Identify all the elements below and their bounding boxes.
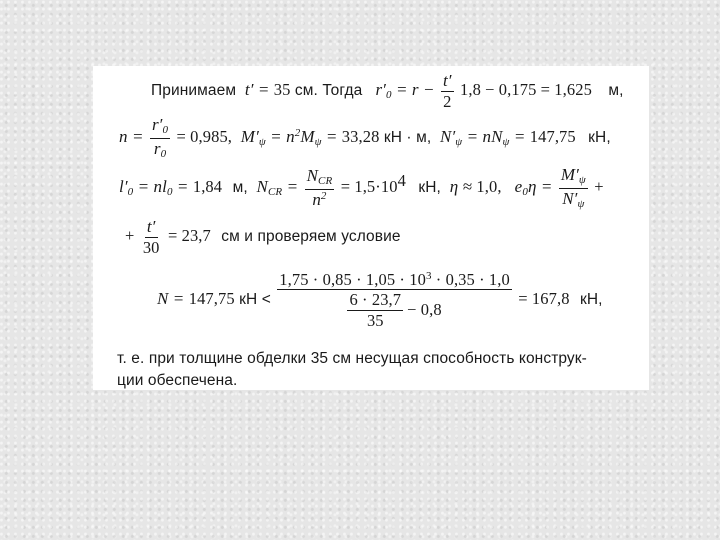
value-N-psi: 147,75 <box>529 127 576 147</box>
equation-line-4: + $\frac{t'}{30}$ = 23,7 см и проверяем условие <box>125 217 401 257</box>
conclusion-line-1: т. е. при толщине обделки 35 см несущая способность конструк- <box>117 350 587 367</box>
unit-kN-less: кН < <box>239 291 271 309</box>
unit-kN-2: кН, <box>418 179 441 197</box>
fraction-m-over-n: $\frac{M'_\psi}{N'_\psi}$ <box>560 165 586 210</box>
value-N: 147,75 <box>188 289 235 309</box>
unit-m-2: м, <box>232 179 248 197</box>
document-page <box>93 66 649 390</box>
text-cm-then: см. Тогда <box>294 82 363 100</box>
value-M: 33,28 <box>341 127 380 147</box>
value-e0-sum: 23,7 <box>181 226 211 246</box>
value-n: 0,985, <box>190 127 233 147</box>
value-r0: 1,8 − 0,175 = 1,625 <box>460 80 592 100</box>
text-take: Принимаем <box>151 82 237 100</box>
unit-m-1: м, <box>608 82 624 100</box>
conclusion-line-2: ции обеспечена. <box>117 372 238 389</box>
text-check-condition: см и проверяем условие <box>221 228 401 246</box>
value-l0: 1,84 <box>192 177 223 197</box>
value-eta: 1,0, <box>476 177 502 197</box>
unit-kNm: кН · м, <box>383 129 432 147</box>
value-result: 167,8 <box>531 289 570 309</box>
fraction-t-over-30: $\frac{t'}{30}$ <box>142 217 160 257</box>
unit-kN-1: кН, <box>588 129 611 147</box>
fraction-capacity: $1,75 \cdot 0,85 \cdot 1,05 \cdot 10^3 \cdot 0,35 \cdot 1,0$ $\frac{6 \cdot 23,7}{35}$ − 0,8 <box>279 270 510 330</box>
value-t: 35 <box>273 80 291 100</box>
value-ncr: 1,5·10 <box>354 177 398 197</box>
unit-kN-3: кН, <box>579 291 603 309</box>
fraction-ncr: $\frac{N_{CR}}{n^2}$ <box>306 166 333 209</box>
equation-line-2: n = $\frac{r'_0}{r_0}$ = 0,985, $M'_\psi = n^2M_\psi = 33,28$ кН · м, $N'_\psi = nN_\psi = 147,75$ кН, <box>119 115 611 160</box>
fraction-r0prime-over-r0: $\frac{r'_0}{r_0}$ <box>151 115 169 160</box>
equation-line-1: Принимаем t′ = 35 см. Тогда $r'_0 = r$ − $\frac{t'}{2}$ 1,8 − 0,175 = 1,625 м, <box>151 71 624 111</box>
fraction-t-over-2: $\frac{t'}{2}$ <box>442 71 452 111</box>
equation-line-5: N = 147,75 кН < $1,75 \cdot 0,85 \cdot 1,05 \cdot 10^3 \cdot 0,35 \cdot 1,0$ $\frac{6 \cdot 23,7}{35}$ − 0,8 = 167,8 кН, <box>157 270 603 330</box>
equation-line-3: $l'_0 = nl_0 = 1,84$ м, $N_{CR}$ = $\frac{N_{CR}}{n^2}$ = $1,5\cdot 10^4$ кН, η ≈ 1,0, $e_0\eta$ = $\frac{M'_\psi}{N'_\psi}$ + <box>119 165 604 210</box>
